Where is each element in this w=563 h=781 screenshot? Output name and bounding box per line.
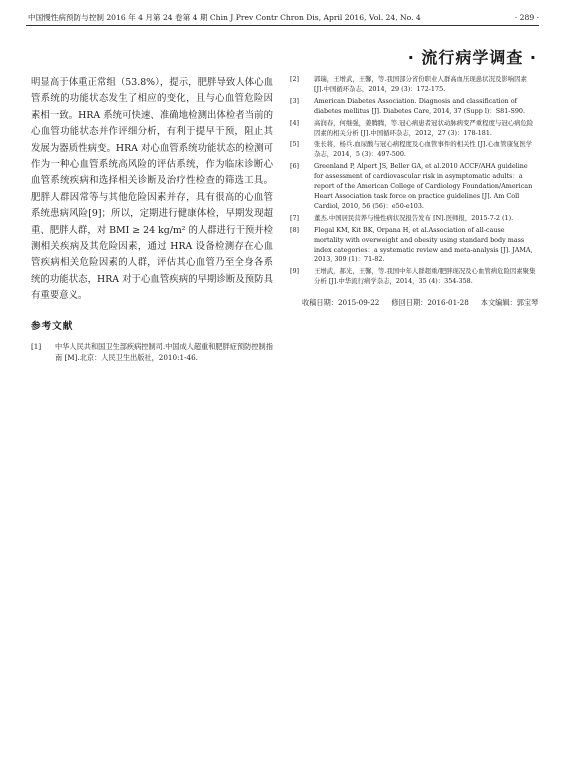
body-paragraph: 明显高于体重正常组（53.8%），提示，肥胖导致人体心血管系统的功能状态发生了相应的变化，且与心血管危险因素相一致。HRA 系统可快速、准确地检测出体检者当前的心血管功能状态并作评细分析，有利于提早干预，阻止其发展为器质性病变。HRA 对心血管系统功能状态的检测可作为一种心血管系统高风险的评估系统，作为临床诊断心血管系统疾病和选择相关诊断及治疗性检查的筛选工具。肥胖人群因常等与其他危险因素并存，具有很高的心血管系统患病风险[9]；所以，定期进行健康体检，早期发现超重、肥胖人群，对 BMI ≥ 24 kg/m² 的人群进行干预并检测相关疾病及其危险因素，通过 HRA 设备检测存在心血管疾病相关危险因素的人群，评估其心血管乃至全身各系统的功能状态，HRA 对于心血管疾病的早期诊断及预防具有重要意义。: [31, 77, 273, 302]
references-list-right: [290, 75, 536, 287]
reference-number: [4]: [290, 118, 300, 127]
reference-number: [5]: [290, 140, 300, 149]
reference-text: 郭瑞，王增武，王馨，等.我国部分省份职业人群高血压现患状况及影响因素 [J].中国循环杂志，2014，29 (3)：172-175.: [314, 75, 527, 93]
editor-credit: 本文编辑：郭宝琴: [480, 298, 539, 308]
section-title: · 流行病学调查 ·: [407, 48, 537, 67]
references-heading: 参考文献: [31, 320, 74, 332]
reference-text: American Diabetes Association. Diagnosis and classification of diabetes mellitus [J]. Diabetes Care, 2014, 37 (Supp l)：S81-S90.: [314, 96, 525, 115]
left-column: [31, 75, 273, 366]
reference-item: [31, 341, 273, 363]
right-column: [290, 75, 539, 308]
reference-number: [8]: [290, 225, 300, 234]
journal-header: 中国慢性病预防与控制 2016 年 4 月第 24 卷第 4 期 Chin J Prev Contr Chron Dis, April 2016, Vol. 24, No. 4: [28, 13, 421, 22]
reference-item: [290, 214, 536, 224]
article-dates: [290, 297, 539, 308]
reference-text: 中华人民共和国卫生部疾病控制司.中国成人超重和肥胖症预防控制指南 [M].北京：人民卫生出版社，2010:1-46.: [55, 342, 273, 363]
reference-text: 张长将，杨兵.血尿酸与冠心病程度及心血管事件的相关性 [J].心血管康复医学杂志，2014，5 (3)：497-500.: [314, 140, 533, 159]
revised-date: 修回日期：2016-01-28: [391, 298, 469, 308]
reference-number: [6]: [290, 162, 300, 171]
reference-item: [290, 162, 536, 212]
references-list-left: [31, 341, 273, 363]
reference-item: [290, 140, 536, 160]
reference-item: [290, 119, 536, 139]
page-number: · 289 ·: [514, 13, 539, 22]
reference-number: [9]: [290, 267, 300, 276]
reference-number: [3]: [290, 96, 300, 105]
reference-number: [7]: [290, 213, 300, 222]
reference-item: [290, 97, 536, 117]
reference-item: [290, 267, 536, 287]
reference-number: [1]: [31, 342, 42, 352]
reference-text: 董杰.中国居民营养与慢性病状况报告发布 [N].医师报，2015-7-2 (1).: [314, 213, 514, 222]
reference-item: [290, 226, 536, 266]
running-header: [26, 11, 539, 26]
reference-text: Flegal KM, Kit BK, Orpana H, et al.Association of all-cause mortality with overweight and obesity using standard body mass index categories：a systematic review and meta-analysis [J]. JAMA, 2013, 309 (1)：71-82.: [314, 225, 533, 264]
reference-text: 高润春，何继强，姜腾腾，等.冠心病患者冠状动脉病变严重程度与冠心病危险因素的相关分析 [J].中国循环杂志，2012，27 (3)：178-181.: [314, 118, 534, 137]
received-date: 收稿日期：2015-09-22: [302, 298, 380, 308]
reference-item: [290, 75, 536, 95]
reference-text: Greenland P, Alpert JS, Beller GA, et al.2010 ACCF/AHA guideline for assessment of cardiovascular risk in asymptomatic adults：a report of the American College of Cardiology Foundation/American Heart Association task force on practice guidelines [J]. Am Coll Cardiol, 2010, 56 (56)：e50-e103.: [314, 162, 533, 210]
reference-text: 王增武，郝光，王馨，等.我国中年人群超重/肥胖现况及心血管病危险因素聚集分析 [J].中华流行病学杂志，2014，35 (4)：354-358.: [314, 267, 536, 286]
reference-number: [2]: [290, 75, 300, 83]
